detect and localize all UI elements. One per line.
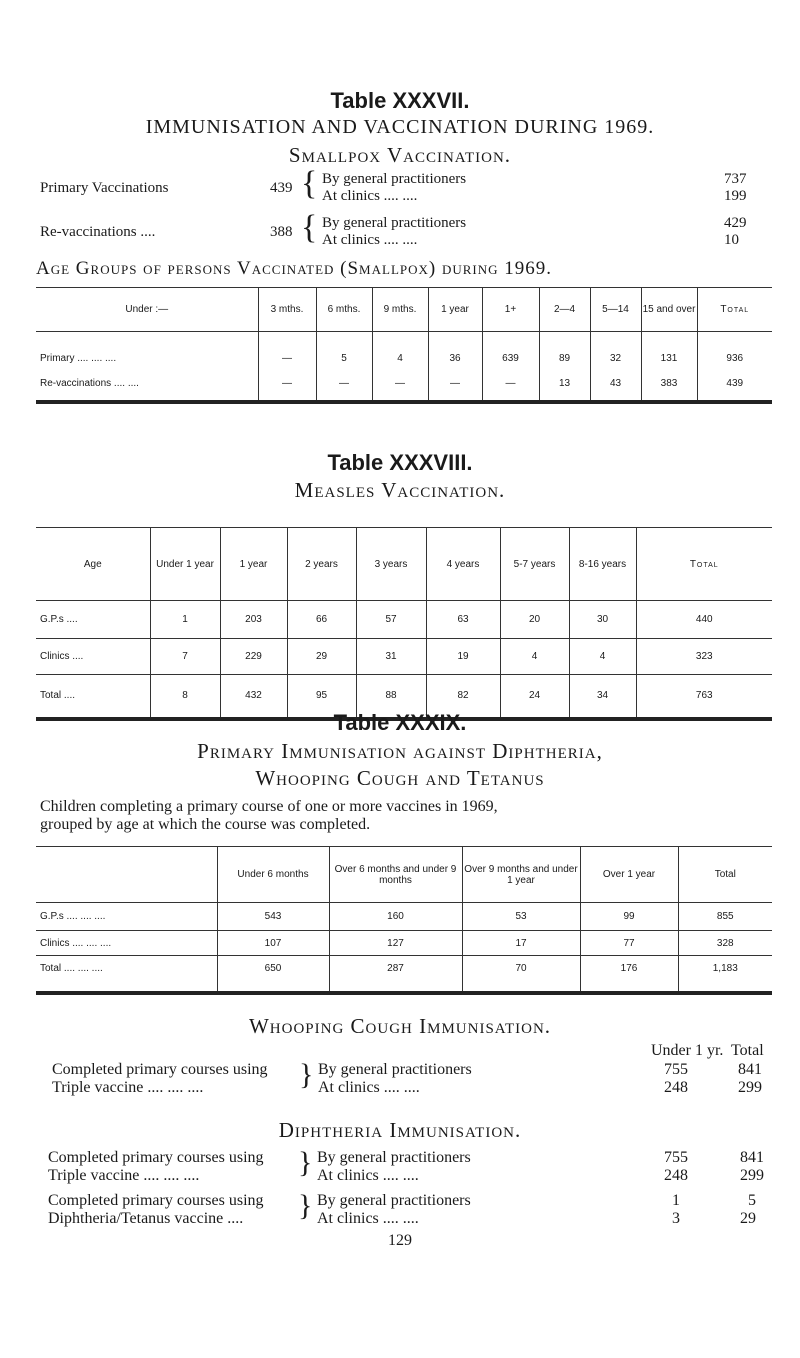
table-row: [36, 368, 772, 402]
diphtheria-b-clinic-total: 29: [740, 1210, 756, 1227]
table-cell: 66: [287, 601, 356, 639]
column-header: 5—14: [590, 288, 641, 332]
primary-clinic-count: 199: [724, 188, 747, 204]
table-cell: 4: [500, 639, 569, 675]
column-header: 3 mths.: [258, 288, 316, 332]
table-cell: —: [428, 368, 482, 402]
table-cell: 131: [641, 332, 697, 368]
column-header: 15 and over: [641, 288, 697, 332]
revaccinations-total: 388: [270, 224, 293, 240]
column-header: 6 mths.: [316, 288, 372, 332]
table-39-heading-1: Primary Immunisation against Diphtheria,: [197, 739, 603, 763]
table-cell: 82: [426, 675, 500, 719]
diphtheria-heading: Diphtheria Immunisation.: [278, 1118, 522, 1142]
table-cell: 5: [316, 332, 372, 368]
diphtheria-b-gp-under: 1: [672, 1192, 680, 1209]
table-39-intro-line-1: Children completing a primary course of one or more vaccines in 1969,: [40, 798, 498, 815]
table-cell: 24: [500, 675, 569, 719]
column-header: 2 years: [287, 528, 356, 601]
column-header: Over 9 months and under 1 year: [462, 847, 580, 903]
table-cell: 4: [569, 639, 636, 675]
diphtheria-b-clinic-under: 3: [672, 1210, 680, 1227]
table-cell: —: [316, 368, 372, 402]
table-cell: 57: [356, 601, 426, 639]
row-label: Re-vaccinations .... ....: [40, 378, 139, 389]
table-cell: 95: [287, 675, 356, 719]
table-38-title: Table XXXVIII.: [327, 450, 473, 475]
table-row: [36, 332, 772, 368]
whooping-gp-under: 755: [664, 1061, 688, 1078]
diphtheria-b-gp-total: 5: [748, 1192, 756, 1209]
table-cell: 176: [580, 956, 678, 993]
table-cell: —: [258, 368, 316, 402]
primary-gp-count: 737: [724, 171, 747, 187]
table-cell: 383: [641, 368, 697, 402]
diphtheria-a-gp-under: 755: [664, 1149, 688, 1166]
table-cell: 127: [329, 931, 462, 956]
table-cell: 763: [636, 675, 772, 719]
diphtheria-a-line-1: Completed primary courses using: [48, 1149, 264, 1166]
table-cell: 20: [500, 601, 569, 639]
table-cell: 328: [678, 931, 772, 956]
table-row: [36, 601, 772, 639]
column-header: 1 year: [220, 528, 287, 601]
table-cell: —: [258, 332, 316, 368]
brace-icon: }: [298, 1189, 313, 1222]
brace-icon: }: [299, 1058, 314, 1091]
column-header: Total: [697, 288, 772, 332]
table-cell: 29: [287, 639, 356, 675]
primary-gp-label: By general practitioners: [322, 171, 467, 187]
diphtheria-a-clinic-under: 248: [664, 1167, 688, 1184]
diphtheria-b-gp-label: By general practitioners: [317, 1192, 471, 1209]
table-cell: 229: [220, 639, 287, 675]
table-cell: 160: [329, 903, 462, 931]
table-cell: 31: [356, 639, 426, 675]
whooping-clinic-under: 248: [664, 1079, 688, 1096]
diphtheria-a-clinic-label: At clinics .... ....: [317, 1167, 419, 1184]
whooping-line-1: Completed primary courses using: [52, 1061, 268, 1078]
table-39-intro-line-2: grouped by age at which the course was completed.: [40, 816, 371, 833]
table-cell: 13: [539, 368, 590, 402]
whooping-gp-label: By general practitioners: [318, 1061, 472, 1078]
table-cell: 32: [590, 332, 641, 368]
diphtheria-a-clinic-total: 299: [740, 1167, 764, 1184]
column-header: 5-7 years: [500, 528, 569, 601]
table-39-heading-2: Whooping Cough and Tetanus: [255, 766, 545, 790]
table-cell: 440: [636, 601, 772, 639]
brace-icon: {: [301, 165, 318, 202]
table-cell: 89: [539, 332, 590, 368]
primary-vaccinations-total: 439: [270, 180, 293, 196]
column-header-total: Total: [731, 1042, 764, 1059]
table-37-heading: IMMUNISATION AND VACCINATION DURING 1969.: [145, 116, 655, 138]
table-row: [36, 903, 772, 931]
row-label: G.P.s .... .... ....: [36, 903, 217, 931]
column-header: Over 1 year: [580, 847, 678, 903]
diphtheria-b-line-1: Completed primary courses using: [48, 1192, 264, 1209]
table-cell: 323: [636, 639, 772, 675]
revac-clinic-label: At clinics .... ....: [322, 232, 418, 248]
table-cell: 7: [150, 639, 220, 675]
table-cell: 30: [569, 601, 636, 639]
diphtheria-whooping-tetanus-table: [36, 846, 772, 995]
table-cell: 8: [150, 675, 220, 719]
whooping-line-2: Triple vaccine .... .... ....: [52, 1079, 204, 1096]
table-cell: 650: [217, 956, 329, 993]
table-cell: 855: [678, 903, 772, 931]
table-cell: 107: [217, 931, 329, 956]
row-label: Total .... .... ....: [36, 956, 217, 993]
table-cell: 432: [220, 675, 287, 719]
revac-clinic-count: 10: [724, 232, 739, 248]
column-header: 3 years: [356, 528, 426, 601]
table-cell: 70: [462, 956, 580, 993]
table-cell: —: [372, 368, 428, 402]
brace-icon: {: [301, 209, 318, 246]
primary-vaccinations-label: Primary Vaccinations: [40, 180, 169, 196]
column-header: Total: [636, 528, 772, 601]
column-header: Under 1 year: [150, 528, 220, 601]
revaccinations-label: Re-vaccinations ....: [40, 224, 156, 240]
diphtheria-a-gp-label: By general practitioners: [317, 1149, 471, 1166]
row-label: Clinics ....: [36, 639, 150, 675]
table-row: [36, 956, 772, 993]
column-header: Age: [83, 558, 102, 570]
table-cell: 1: [150, 601, 220, 639]
column-header: 1+: [482, 288, 539, 332]
table-37-title: Table XXXVII.: [330, 88, 470, 113]
revac-gp-label: By general practitioners: [322, 215, 467, 231]
diphtheria-b-clinic-label: At clinics .... ....: [317, 1210, 419, 1227]
table-cell: 19: [426, 639, 500, 675]
brace-icon: }: [298, 1146, 313, 1179]
table-cell: 936: [697, 332, 772, 368]
diphtheria-b-line-2: Diphtheria/Tetanus vaccine ....: [48, 1210, 244, 1227]
table-cell: —: [482, 368, 539, 402]
table-cell: 543: [217, 903, 329, 931]
row-label: Clinics .... .... ....: [36, 931, 217, 956]
table-cell: 63: [426, 601, 500, 639]
table-cell: 34: [569, 675, 636, 719]
page-number: 129: [388, 1232, 412, 1249]
column-header: Total: [678, 847, 772, 903]
row-label: Total ....: [36, 675, 150, 719]
measles-table: [36, 527, 772, 721]
table-38-heading: Measles Vaccination.: [294, 478, 506, 502]
age-groups-heading: Age Groups of persons Vaccinated (Smallpox) during 1969.: [36, 258, 553, 279]
column-header: 4 years: [426, 528, 500, 601]
table-cell: 639: [482, 332, 539, 368]
table-cell: 43: [590, 368, 641, 402]
column-header: 9 mths.: [372, 288, 428, 332]
whooping-clinic-label: At clinics .... ....: [318, 1079, 420, 1096]
table-cell: 77: [580, 931, 678, 956]
table-cell: 88: [356, 675, 426, 719]
whooping-clinic-total: 299: [738, 1079, 762, 1096]
table-cell: 203: [220, 601, 287, 639]
table-cell: 4: [372, 332, 428, 368]
table-cell: 439: [697, 368, 772, 402]
row-label: Primary .... .... ....: [36, 332, 258, 368]
column-header: [36, 847, 217, 903]
column-header: 8-16 years: [569, 528, 636, 601]
column-header: Over 6 months and under 9 months: [329, 847, 462, 903]
whooping-cough-heading: Whooping Cough Immunisation.: [248, 1014, 552, 1038]
revac-gp-count: 429: [724, 215, 747, 231]
table-cell: 1,183: [678, 956, 772, 993]
table-37-subheading: Smallpox Vaccination.: [288, 143, 512, 167]
table-row: [36, 931, 772, 956]
whooping-gp-total: 841: [738, 1061, 762, 1078]
column-header: 2—4: [539, 288, 590, 332]
diphtheria-a-line-2: Triple vaccine .... .... ....: [48, 1167, 200, 1184]
smallpox-age-table: [36, 287, 772, 404]
table-39-title: Table XXXIX.: [333, 710, 467, 735]
column-header: Under :—: [125, 304, 169, 315]
table-cell: 17: [462, 931, 580, 956]
table-cell: 99: [580, 903, 678, 931]
table-cell: 36: [428, 332, 482, 368]
column-header: Under 6 months: [217, 847, 329, 903]
table-row: [36, 639, 772, 675]
column-header-under-1-yr: Under 1 yr.: [651, 1042, 724, 1059]
row-label: G.P.s ....: [36, 601, 150, 639]
column-header: 1 year: [428, 288, 482, 332]
diphtheria-a-gp-total: 841: [740, 1149, 764, 1166]
primary-clinic-label: At clinics .... ....: [322, 188, 418, 204]
table-cell: 53: [462, 903, 580, 931]
table-cell: 287: [329, 956, 462, 993]
